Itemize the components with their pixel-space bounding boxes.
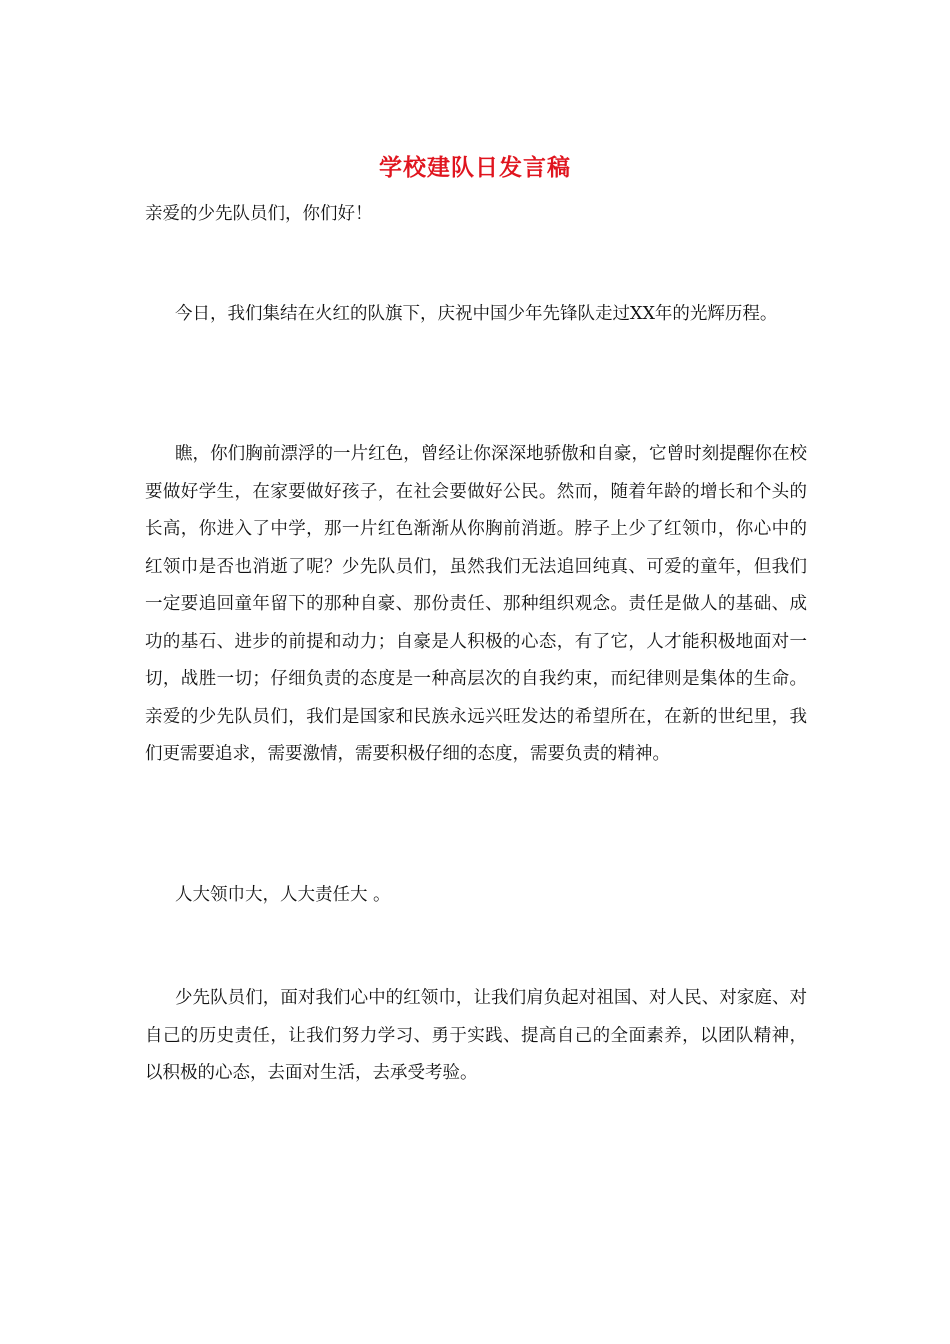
greeting-line: 亲爱的少先队员们，你们好！: [145, 204, 373, 224]
paragraph-4: 少先队员们，面对我们心中的红领巾，让我们肩负起对祖国、对人民、对家庭、对自己的历史责任，让我们努力学习、勇于实践、提高自己的全面素养，以团队精神，以积极的心态，去面对生活，去承受考验。: [145, 988, 807, 1083]
document-title: 学校建队日发言稿: [379, 154, 571, 181]
paragraph-3: 人大领巾大，人大责任大 。: [175, 885, 391, 905]
paragraph-2: 瞧，你们胸前漂浮的一片红色，曾经让你深深地骄傲和自豪，它曾时刻提醒你在校要做好学生，在家要做好孩子，在社会要做好公民。然而，随着年龄的增长和个头的长高，你进入了中学，那一片红色渐渐从你胸前消逝。脖子上少了红领巾，你心中的红领巾是否也消逝了呢？少先队员们，虽然我们无法追回纯真、可爱的童年，但我们一定要追回童年留下的那种自豪、那份责任、那种组织观念。责任是做人的基础、成功的基石、进步的前提和动力；自豪是人积极的心态，有了它，人才能积极地面对一切，战胜一切；仔细负责的态度是一种高层次的自我约束，而纪律则是集体的生命。亲爱的少先队员们，我们是国家和民族永远兴旺发达的希望所在，在新的世纪里，我们更需要追求，需要激情，需要积极仔细的态度，需要负责的精神。: [145, 444, 807, 764]
paragraph-1: 今日，我们集结在火红的队旗下，庆祝中国少年先锋队走过XX年的光辉历程。: [175, 304, 778, 324]
